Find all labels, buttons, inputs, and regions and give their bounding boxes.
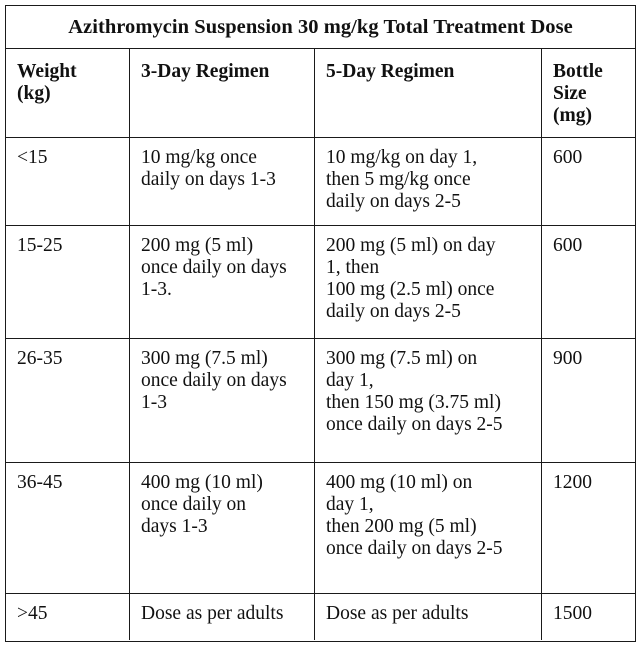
cell-line: 10 mg/kg once <box>141 147 257 168</box>
three-day-cell <box>130 339 315 462</box>
header-bottle-line: (mg) <box>553 105 592 126</box>
weight-cell: 15-25 <box>6 226 130 338</box>
weight-cell: <15 <box>6 138 130 225</box>
table-row <box>6 138 635 226</box>
cell-line: once daily on <box>141 494 247 515</box>
three-day-cell <box>130 594 315 640</box>
cell-line: once daily on days <box>141 257 287 278</box>
header-weight-line: Weight <box>17 61 77 82</box>
cell-line: once daily on days 2-5 <box>326 414 503 435</box>
cell-line: 300 mg (7.5 ml) on <box>326 348 478 369</box>
cell-line: 200 mg (5 ml) <box>141 235 254 256</box>
five-day-cell <box>315 226 542 338</box>
five-day-cell <box>315 138 542 225</box>
three-day-cell <box>130 226 315 338</box>
header-weight <box>6 49 130 137</box>
cell-line: once daily on days <box>141 370 287 391</box>
cell-line: 100 mg (2.5 ml) once <box>326 279 495 300</box>
header-bottle-size <box>542 49 635 137</box>
table-row <box>6 226 635 339</box>
weight-cell: 36-45 <box>6 463 130 593</box>
cell-line: then 150 mg (3.75 ml) <box>326 392 501 413</box>
cell-line: once daily on days 2-5 <box>326 538 503 559</box>
header-row <box>6 49 635 138</box>
cell-line: then 5 mg/kg once <box>326 169 471 190</box>
cell-line: then 200 mg (5 ml) <box>326 516 477 537</box>
cell-line: 1-3. <box>141 279 172 300</box>
cell-line: day 1, <box>326 370 374 391</box>
cell-line: 1, then <box>326 257 380 278</box>
header-bottle-line: Bottle <box>553 61 603 82</box>
cell-line: 300 mg (7.5 ml) <box>141 348 268 369</box>
weight-cell: >45 <box>6 594 130 640</box>
header-bottle-line: Size <box>553 83 587 104</box>
cell-line: 400 mg (10 ml) <box>141 472 263 493</box>
bottle-size-cell: 600 <box>553 235 583 256</box>
header-weight-line: (kg) <box>17 83 51 104</box>
cell-line: Dose as per adults <box>326 603 469 624</box>
five-day-cell <box>315 463 542 593</box>
bottle-size-cell: 1200 <box>553 472 592 493</box>
weight-cell: 26-35 <box>6 339 130 462</box>
dosing-table <box>5 5 636 642</box>
header-5-day-regimen: 5-Day Regimen <box>315 49 542 137</box>
five-day-cell <box>315 339 542 462</box>
bottle-size-cell: 1500 <box>553 603 592 624</box>
cell-line: daily on days 1-3 <box>141 169 276 190</box>
five-day-cell <box>315 594 542 640</box>
table-row <box>6 463 635 594</box>
table-title: Azithromycin Suspension 30 mg/kg Total Treatment Dose <box>6 6 635 49</box>
table-row <box>6 594 635 640</box>
cell-line: 400 mg (10 ml) on <box>326 472 473 493</box>
cell-line: day 1, <box>326 494 374 515</box>
table-row <box>6 339 635 463</box>
header-3-day-regimen: 3-Day Regimen <box>130 49 315 137</box>
cell-line: Dose as per adults <box>141 603 284 624</box>
cell-line: 200 mg (5 ml) on day <box>326 235 496 256</box>
cell-line: 1-3 <box>141 392 167 413</box>
three-day-cell <box>130 463 315 593</box>
three-day-cell <box>130 138 315 225</box>
bottle-size-cell: 900 <box>553 348 583 369</box>
cell-line: days 1-3 <box>141 516 208 537</box>
cell-line: 10 mg/kg on day 1, <box>326 147 478 168</box>
bottle-size-cell: 600 <box>553 147 583 168</box>
cell-line: daily on days 2-5 <box>326 191 461 212</box>
cell-line: daily on days 2-5 <box>326 301 461 322</box>
